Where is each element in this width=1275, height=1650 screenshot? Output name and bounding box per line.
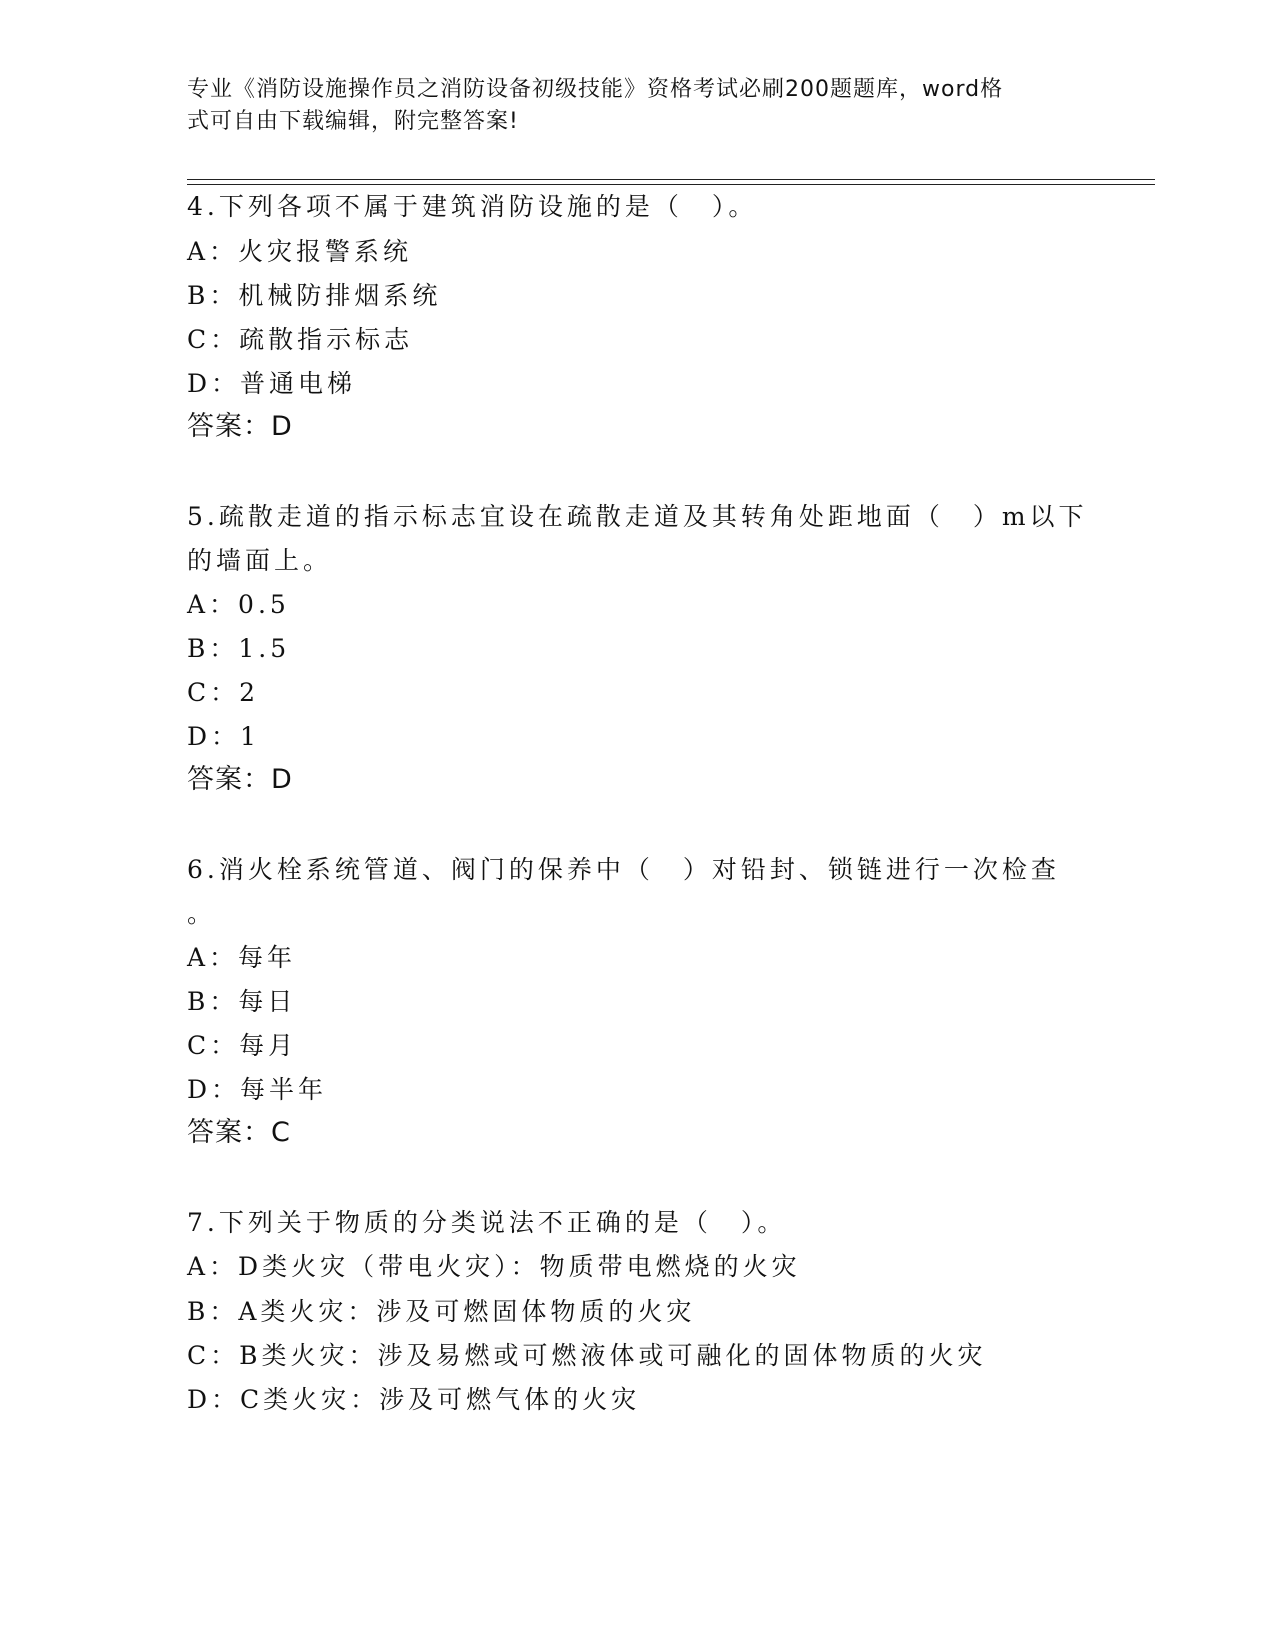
header-line-1: 专业《消防设施操作员之消防设备初级技能》资格考试必刷200题题库，word格 [187,77,1004,102]
question-4-option-b: B：机械防排烟系统 [187,281,442,310]
question-4-option-d: D：普通电梯 [187,369,357,398]
question-4-option-a: A：火灾报警系统 [187,237,413,266]
question-4-option-c: C：疏散指示标志 [187,325,414,354]
question-5-stem-line-2: 的墙面上。 [187,546,333,575]
question-7-stem: 7.下列关于物质的分类说法不正确的是（ ）。 [187,1208,787,1237]
question-5-option-b: B：1.5 [187,634,291,663]
header-line-2: 式可自由下载编辑，附完整答案! [187,109,519,134]
question-7-option-c: C：B类火灾：涉及易燃或可燃液体或可融化的固体物质的火灾 [187,1341,987,1370]
header-divider-top [187,179,1155,180]
question-6-option-d: D：每半年 [187,1075,328,1104]
question-6-stem-line-2: 。 [187,899,217,928]
question-6-option-b: B：每日 [187,987,297,1016]
question-7-option-a: A：D类火灾（带电火灾）：物质带电燃烧的火灾 [187,1252,801,1281]
question-5-option-a: A：0.5 [187,590,290,619]
question-6-option-a: A：每年 [187,943,297,972]
question-7-option-b: B：A类火灾：涉及可燃固体物质的火灾 [187,1297,696,1326]
document-header [187,74,1067,138]
question-6-stem-line-1: 6.消火栓系统管道、阀门的保养中（ ）对铅封、锁链进行一次检查 [187,855,1060,884]
question-5-option-c: C：2 [187,678,260,707]
question-4-stem: 4.下列各项不属于建筑消防设施的是（ ）。 [187,192,758,221]
question-6-option-c: C：每月 [187,1031,298,1060]
question-4-answer: 答案：D [187,411,293,442]
question-7-option-d: D：C类火灾：涉及可燃气体的火灾 [187,1385,641,1414]
question-6-answer: 答案：C [187,1117,291,1148]
question-5-stem-line-1: 5.疏散走道的指示标志宜设在疏散走道及其转角处距地面（ ）m以下 [187,502,1088,531]
question-5-option-d: D：1 [187,722,260,751]
question-5-answer: 答案：D [187,764,293,795]
